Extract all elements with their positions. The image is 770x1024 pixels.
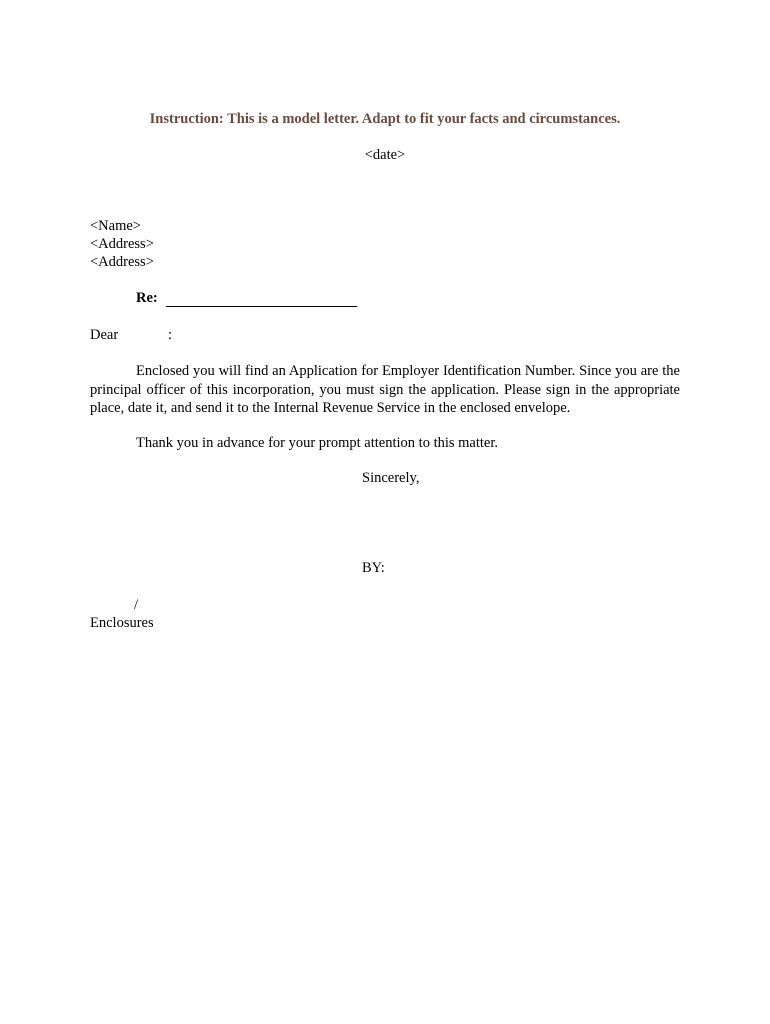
salutation: Dear [90, 327, 119, 343]
recipient-name-placeholder: <Name> [90, 218, 141, 234]
enclosures-label: Enclosures [90, 615, 154, 631]
thanks-paragraph: Thank you in advance for your prompt attention to this matter. [136, 435, 499, 451]
re-line [136, 289, 357, 307]
signature-by-label: BY: [362, 560, 385, 576]
closing-sincerely: Sincerely, [362, 470, 420, 486]
salutation-colon: : [168, 327, 173, 343]
initials-slash: / [134, 597, 139, 613]
letter-date-placeholder: <date> [364, 147, 406, 163]
recipient-address-line-2: <Address> [90, 254, 154, 270]
re-label: Re: [136, 290, 158, 306]
recipient-address-line-1: <Address> [90, 236, 154, 252]
re-blank-line [166, 291, 357, 307]
body-paragraph: Enclosed you will find an Application for Employer Identification Number. Since you are the principal officer of this incorporation, you must sign the application. Please sign in the appropriate place, date it, and send it to the Internal Revenue Service in the enclosed envelope. [90, 363, 680, 416]
instruction-heading: Instruction: This is a model letter. Adapt to fit your facts and circumstances. [149, 111, 621, 127]
